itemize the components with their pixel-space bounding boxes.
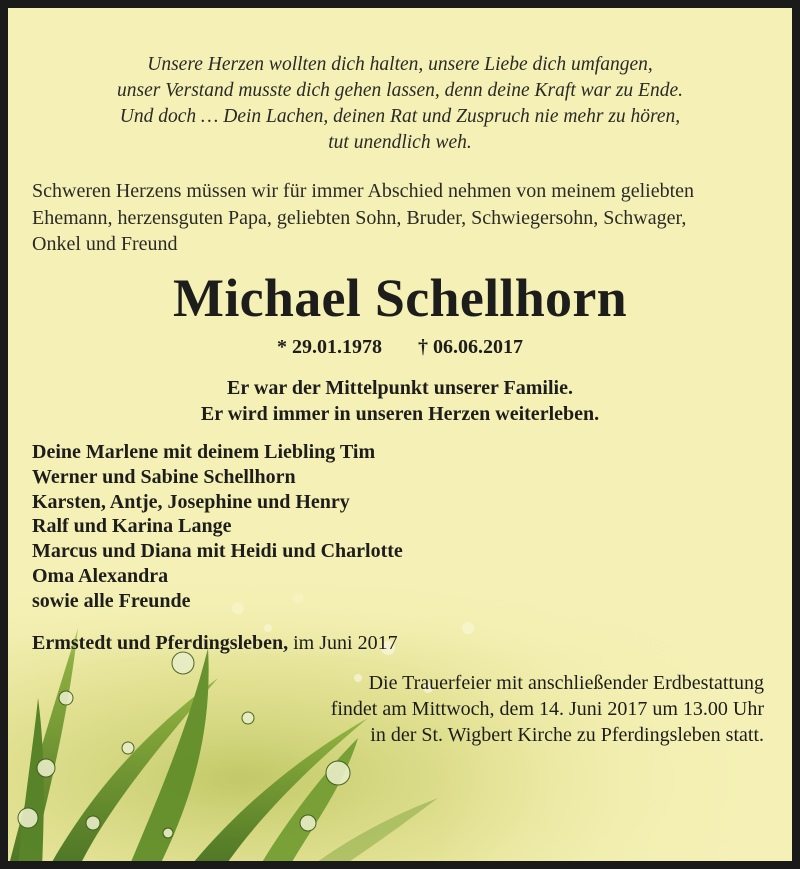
funeral-info bbox=[204, 670, 764, 748]
birth-date: * 29.01.1978 bbox=[277, 336, 382, 358]
deceased-name: Michael Schellhorn bbox=[173, 268, 627, 328]
poem-line: unser Verstand musste dich gehen lassen, denn deine Kraft war zu Ende. bbox=[117, 80, 683, 101]
funeral-line: findet am Mittwoch, dem 14. Juni 2017 um 13.00 Uhr bbox=[330, 698, 764, 720]
poem-line: Unsere Herzen wollten dich halten, unsere Liebe dich umfangen, bbox=[147, 54, 653, 75]
life-dates bbox=[8, 334, 792, 360]
intro-line: Onkel und Freund bbox=[32, 233, 178, 255]
mourner-entry: Karsten, Antje, Josephine und Henry bbox=[32, 490, 350, 513]
mourners-list bbox=[32, 440, 632, 614]
funeral-line: in der St. Wigbert Kirche zu Pferdingsleben statt. bbox=[370, 724, 764, 746]
motto bbox=[8, 375, 792, 427]
poem-line: Und doch … Dein Lachen, deinen Rat und Zuspruch nie mehr zu hören, bbox=[119, 106, 681, 127]
mourner-entry: Oma Alexandra bbox=[32, 564, 169, 587]
intro-line: Schweren Herzens müssen wir für immer Abschied nehmen von meinem geliebten bbox=[32, 180, 695, 202]
mourner-entry: Ralf und Karina Lange bbox=[32, 515, 232, 538]
funeral-line: Die Trauerfeier mit anschließender Erdbestattung bbox=[368, 672, 764, 694]
mourner-entry: Marcus und Diana mit Heidi und Charlotte bbox=[32, 540, 403, 563]
place-names: Ermstedt und Pferdingsleben, bbox=[32, 632, 289, 654]
poem bbox=[8, 52, 792, 156]
mourner-entry: Werner und Sabine Schellhorn bbox=[32, 465, 296, 488]
intro-line: Ehemann, herzensguten Papa, geliebten Sohn, Bruder, Schwiegersohn, Schwager, bbox=[32, 206, 687, 229]
poem-line: tut unendlich weh. bbox=[328, 132, 472, 153]
motto-line: Er wird immer in unseren Herzen weiterleben. bbox=[200, 403, 600, 425]
place-and-date bbox=[32, 630, 732, 656]
mourner-entry: Deine Marlene mit deinem Liebling Tim bbox=[32, 441, 376, 463]
intro-text bbox=[32, 178, 792, 258]
notice-date: im Juni 2017 bbox=[293, 632, 398, 654]
mourner-entry: sowie alle Freunde bbox=[32, 589, 191, 612]
death-date: † 06.06.2017 bbox=[418, 336, 523, 358]
motto-line: Er war der Mittelpunkt unserer Familie. bbox=[227, 377, 573, 399]
